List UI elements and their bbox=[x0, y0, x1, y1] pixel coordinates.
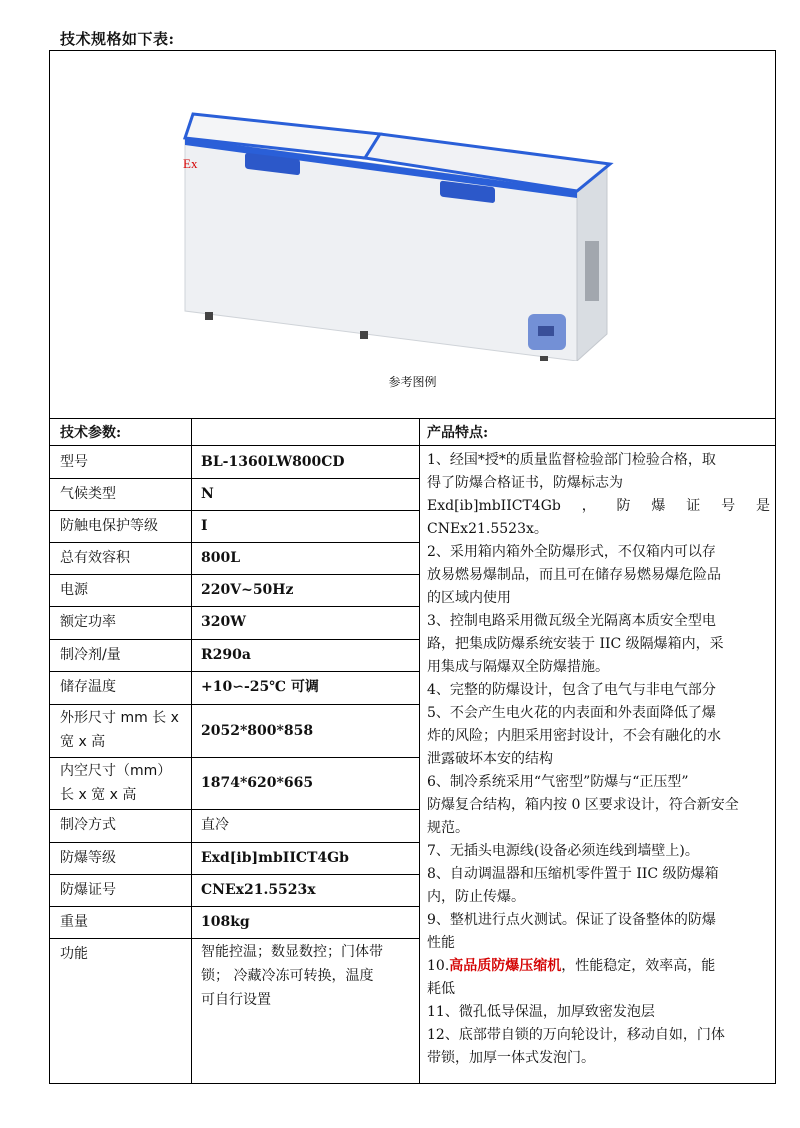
spec-label bbox=[60, 759, 188, 807]
spec-label: 防爆证号 bbox=[60, 882, 116, 898]
spec-row-line bbox=[50, 574, 419, 575]
spec-value: 直冷 bbox=[201, 817, 229, 833]
ex-mark: Ex bbox=[183, 156, 198, 171]
spec-value: 108kg bbox=[201, 914, 250, 930]
feature-line: 放易燃易爆制品，而且可在储存易燃易爆危险品 bbox=[427, 567, 721, 583]
page-heading: 技术规格如下表: bbox=[60, 30, 175, 48]
spec-label-line: 内空尺寸（mm） bbox=[60, 763, 172, 779]
feature-line: 用集成与隔爆双全防爆措施。 bbox=[427, 659, 609, 675]
feature-line: 9、整机进行点火测试。保证了设备整体的防爆 bbox=[427, 912, 716, 928]
spec-row-line bbox=[50, 639, 419, 640]
feature-line: 8、自动调温器和压缩机零件置于 IIC 级防爆箱 bbox=[427, 866, 719, 882]
spec-value: Exd[ib]mbIICT4Gb bbox=[201, 850, 349, 866]
feature-line: 性能 bbox=[427, 935, 455, 951]
spec-row-line bbox=[50, 510, 419, 511]
spec-label: 额定功率 bbox=[60, 614, 116, 630]
feature-line: 泄露破坏本安的结构 bbox=[427, 751, 553, 767]
feature-line: 5、不会产生电火花的内表面和外表面降低了爆 bbox=[427, 705, 716, 721]
feature-line-10: 10.高品质防爆压缩机，性能稳定，效率高，能 bbox=[427, 958, 716, 974]
spec-row-line bbox=[50, 606, 419, 607]
feature-line: 规范。 bbox=[427, 820, 469, 836]
spec-label: 制冷剂/量 bbox=[60, 647, 121, 663]
spec-row-line bbox=[50, 938, 419, 939]
spec-row-line bbox=[50, 478, 419, 479]
spec-label-line: 宽 x 高 bbox=[60, 734, 106, 750]
spec-value: 2052*800*858 bbox=[201, 722, 314, 739]
spec-value: 320W bbox=[201, 614, 246, 630]
feature-line: 7、无插头电源线(设备必须连线到墙壁上)。 bbox=[427, 843, 699, 859]
spec-label: 电源 bbox=[60, 582, 88, 598]
feature-line: 1、经国*授*的质量监督检验部门检验合格，取 bbox=[427, 452, 716, 468]
compressor-highlight: 高品质防爆压缩机 bbox=[449, 958, 562, 974]
spec-label-line: 外形尺寸 mm 长 x bbox=[60, 710, 179, 726]
spec-row-line bbox=[50, 842, 419, 843]
specs-header: 技术参数: bbox=[60, 425, 122, 441]
spec-value: R290a bbox=[201, 647, 251, 663]
spec-label: 重量 bbox=[60, 914, 88, 930]
spec-value-line: 智能控温；数显数控；门体带 bbox=[201, 944, 383, 960]
feature-line: 6、制冷系统采用“气密型”防爆与“正压型” bbox=[427, 774, 689, 790]
spec-value: +10∽-25℃ 可调 bbox=[201, 679, 319, 695]
image-caption: 参考图例 bbox=[388, 375, 437, 389]
reference-image-cell bbox=[50, 51, 775, 419]
spec-value: N bbox=[201, 486, 214, 502]
col-divider-1 bbox=[191, 419, 192, 1083]
spec-label: 制冷方式 bbox=[60, 817, 116, 833]
feature-line: 3、控制电路采用微瓦级全光隔离本质安全型电 bbox=[427, 613, 716, 629]
spec-value: 1874*620*665 bbox=[201, 775, 314, 791]
feature-line: 炸的风险；内胆采用密封设计，不会有融化的水 bbox=[427, 728, 721, 744]
header-row-line bbox=[50, 445, 775, 446]
feature-line: 11、微孔低导保温，加厚致密发泡层 bbox=[427, 1004, 655, 1020]
spec-value: CNEx21.5523x bbox=[201, 882, 316, 898]
spec-value-line: 锁； 冷藏冷冻可转换，温度 bbox=[201, 968, 374, 984]
spec-value: BL-1360LW800CD bbox=[201, 454, 345, 470]
spec-row-line bbox=[50, 874, 419, 875]
spec-row-line bbox=[50, 704, 419, 705]
feature-line: 路，把集成防爆系统安装于 IIC 级隔爆箱内，采 bbox=[427, 636, 724, 652]
spec-row-line bbox=[50, 757, 419, 758]
spec-label: 功能 bbox=[60, 946, 88, 962]
col-divider-2 bbox=[419, 419, 420, 1083]
spec-value-line: 可自行设置 bbox=[201, 992, 271, 1008]
features-list bbox=[427, 449, 770, 1070]
spec-label: 防触电保护等级 bbox=[60, 518, 158, 534]
spec-value: 220V~50Hz bbox=[201, 582, 294, 598]
spec-row-line bbox=[50, 809, 419, 810]
feature-line: 内，防止传爆。 bbox=[427, 889, 525, 905]
feature-line: Exd[ib]mbIICT4Gb，防爆证号是 CNEx21.5523x。 bbox=[427, 498, 770, 537]
feature-line: 防爆复合结构，箱内按 0 区要求设计，符合新安全 bbox=[427, 797, 739, 813]
feature-line: 12、底部带自锁的万向轮设计，移动自如，门体 bbox=[427, 1027, 725, 1043]
spec-sheet bbox=[49, 50, 776, 1084]
feature-line: 的区域内使用 bbox=[427, 590, 511, 606]
spec-value: I bbox=[201, 518, 208, 534]
spec-label: 防爆等级 bbox=[60, 850, 116, 866]
spec-label: 气候类型 bbox=[60, 486, 116, 502]
features-header: 产品特点: bbox=[427, 425, 489, 441]
feature-line: 2、采用箱内箱外全防爆形式，不仅箱内可以存 bbox=[427, 544, 716, 560]
spec-label bbox=[60, 706, 188, 754]
spec-label: 总有效容积 bbox=[60, 550, 130, 566]
spec-row-line bbox=[50, 542, 419, 543]
freezer-illustration bbox=[175, 86, 615, 361]
spec-label: 型号 bbox=[60, 454, 88, 470]
feature-line: 带锁，加厚一体式发泡门。 bbox=[427, 1050, 595, 1066]
feature-line: 得了防爆合格证书，防爆标志为 bbox=[427, 475, 623, 491]
spec-label-line: 长 x 宽 x 高 bbox=[60, 787, 137, 803]
feature-line: 耗低 bbox=[427, 981, 455, 997]
spec-label: 储存温度 bbox=[60, 679, 116, 695]
feature-line: 4、完整的防爆设计，包含了电气与非电气部分 bbox=[427, 682, 716, 698]
spec-row-line bbox=[50, 671, 419, 672]
spec-row-line bbox=[50, 906, 419, 907]
spec-value bbox=[201, 940, 415, 1012]
spec-value: 800L bbox=[201, 550, 241, 566]
